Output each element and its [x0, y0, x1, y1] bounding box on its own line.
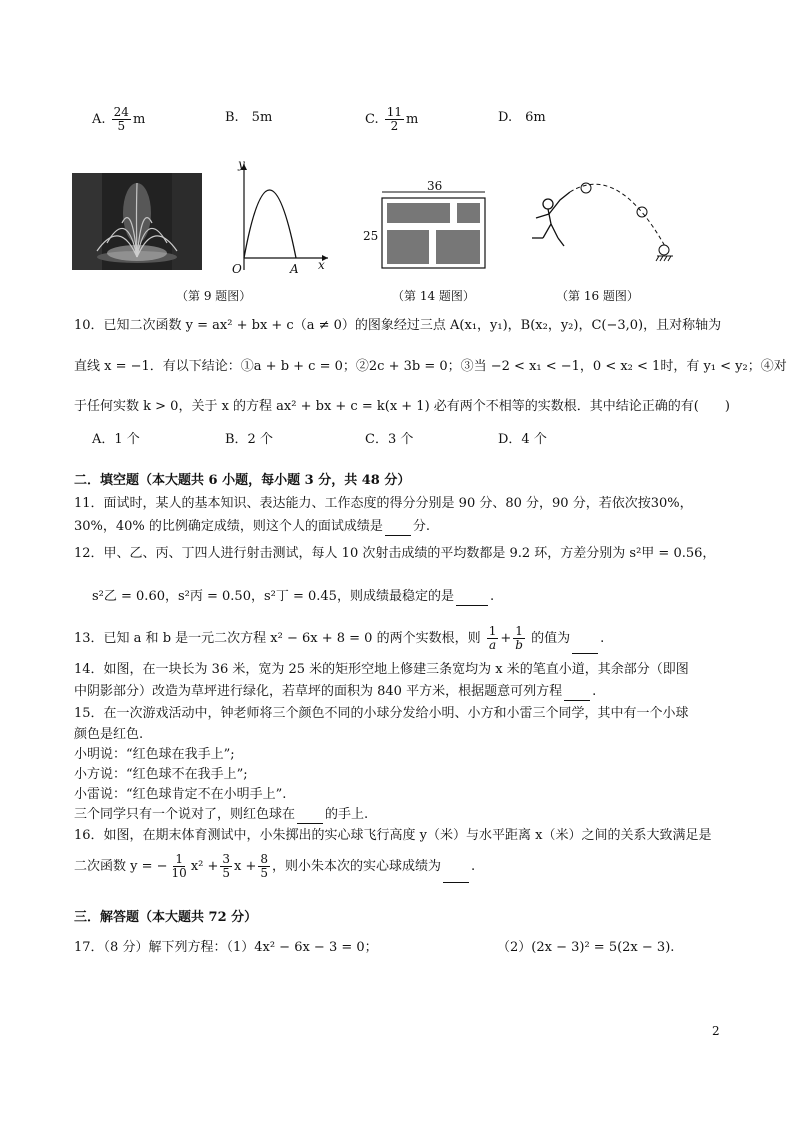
q10-option-c: C．3 个	[365, 432, 414, 447]
section-2-heading: 二．填空题（本大题共 6 小题，每小题 3 分，共 48 分）	[74, 473, 411, 488]
q15-text-end: 的手上.	[325, 807, 369, 822]
denominator: b	[515, 638, 523, 652]
denominator: 5	[222, 866, 231, 880]
q13-text-end: .	[600, 631, 605, 646]
denominator: 10	[171, 866, 187, 880]
q15-line4: 小方说：“红色球不在我手上”;	[74, 767, 248, 782]
width-label: 36	[427, 179, 443, 193]
denominator: 2	[390, 119, 399, 133]
numerator: 8	[260, 852, 269, 866]
fountain-image	[72, 173, 202, 270]
answer-blank	[443, 869, 469, 883]
caption-fig16: （第 16 题图）	[556, 289, 639, 303]
q14-line1: 14．如图，在一块长为 36 米，宽为 25 米的矩形空地上修建三条宽均为 x 米的笔直小道，其余部分（即图	[74, 662, 689, 677]
fraction	[385, 106, 404, 133]
denominator: 5	[117, 119, 126, 133]
q9-option-b: B. 5m	[225, 110, 273, 125]
numerator: 11	[386, 105, 403, 119]
lawn-block	[457, 203, 480, 223]
shot-put-diagram	[518, 176, 678, 272]
q16-text-post: ，则小朱本次的实心球成绩为	[272, 859, 442, 874]
q9-option-c	[365, 106, 418, 133]
q12-line2	[92, 588, 754, 606]
q9-option-d: D. 6m	[498, 110, 546, 125]
q15-line1: 15．在一次游戏活动中，钟老师将三个颜色不同的小球分发给小明、小方和小雷三个同学，其中有一个小球	[74, 706, 689, 721]
q17-part1: 17．（8 分）解下列方程：（1）4x² − 6x − 3 = 0；	[74, 940, 378, 955]
q11-text-end: 分.	[412, 519, 431, 534]
q10-line2: 直线 x = −1．有以下结论：①a + b + c = 0；②2c + 3b = 0；③当 −2 < x₁ < −1，0 < x₂ < 1时，有 y₁ < y₂；④对	[74, 359, 787, 374]
lawn-diagram	[378, 186, 490, 272]
page-number: 2	[712, 1024, 720, 1038]
numerator: 1	[515, 624, 523, 638]
denominator: a	[488, 638, 497, 652]
parabola-curve	[244, 190, 296, 258]
lawn-block	[436, 230, 480, 264]
ball-icon	[659, 245, 669, 255]
q10-option-b: B．2 个	[225, 432, 273, 447]
q14-text-end: .	[592, 684, 597, 699]
q16-term: x +	[234, 859, 257, 874]
numerator: 1	[488, 624, 497, 638]
q17-part2: （2）(2x − 3)² = 5(2x − 3).	[497, 940, 675, 955]
numerator: 3	[222, 852, 231, 866]
q16-text-end: .	[471, 859, 476, 874]
q13-text-post: 的值为	[531, 631, 571, 646]
height-label: 25	[363, 229, 379, 243]
q16-term: x² +	[190, 859, 219, 874]
q15-line6	[74, 806, 754, 824]
fraction	[112, 106, 131, 133]
q10-option-d: D．4 个	[498, 432, 547, 447]
q14-text: 中阴影部分）改造为草坪进行绿化，若草坪的面积为 840 平方米，根据题意可列方程	[74, 684, 563, 699]
fountain-photo	[72, 173, 202, 270]
answer-blank	[564, 687, 590, 701]
answer-blank	[385, 522, 411, 536]
q13-line	[74, 624, 754, 654]
lawn-block	[387, 230, 429, 264]
plus-sign: +	[500, 631, 512, 646]
denominator: 5	[260, 866, 269, 880]
fraction	[487, 625, 499, 652]
point-a-label: A	[290, 262, 299, 276]
q14-line2	[74, 683, 754, 701]
section-3-heading: 三．解答题（本大题共 72 分）	[74, 910, 258, 925]
numerator: 1	[175, 852, 183, 866]
q12-text-end: .	[489, 589, 495, 604]
q13-text: 13．已知 a 和 b 是一元二次方程 x² − 6x + 8 = 0 的两个实数根，则	[74, 631, 481, 646]
answer-blank	[297, 810, 323, 824]
fraction	[170, 853, 189, 880]
unit: m	[406, 112, 419, 127]
q12-text: s²乙 = 0.60，s²丙 = 0.50，s²丁 = 0.45，则成绩最稳定的是	[92, 589, 454, 604]
ground-hatch	[656, 256, 673, 261]
trajectory-curve	[570, 184, 666, 248]
q10-line3: 于任何实数 k > 0，关于 x 的方程 ax² + bx + c = k(x + 1) 必有两个不相等的实数根．其中结论正确的有( )	[74, 399, 730, 414]
answer-blank	[456, 592, 488, 606]
q15-line5: 小雷说：“红色球肯定不在小明手上”.	[74, 787, 287, 802]
origin-label: O	[232, 262, 242, 276]
option-label: A.	[92, 112, 106, 127]
fraction	[513, 625, 525, 652]
numerator: 24	[113, 105, 129, 119]
q12-line1: 12．甲、乙、丙、丁四人进行射击测试，每人 10 次射击成绩的平均数都是 9.2 环，方差分别为 s²甲 = 0.56，	[74, 546, 716, 561]
q9-option-a	[92, 106, 145, 133]
axis-label-y: y	[238, 157, 245, 171]
q11-line2	[74, 518, 754, 536]
athlete-icon	[532, 192, 570, 246]
q16-text: 二次函数 y = −	[74, 859, 168, 874]
answer-blank	[572, 640, 598, 654]
q16-line1: 16．如图，在期末体育测试中，小朱掷出的实心球飞行高度 y（米）与水平距离 x（米）之间的关系大致满足是	[74, 828, 712, 843]
q11-text: 30%，40% 的比例确定成绩，则这个人的面试成绩是	[74, 519, 383, 534]
q15-line3: 小明说：“红色球在我手上”;	[74, 747, 235, 762]
option-label: C.	[365, 112, 379, 127]
axis-label-x: x	[318, 258, 325, 272]
q11-line1: 11．面试时，某人的基本知识、表达能力、工作态度的得分分别是 90 分、80 分，90 分，若依次按30%，	[74, 496, 693, 511]
q15-text: 三个同学只有一个说对了，则红色球在	[74, 807, 296, 822]
caption-fig9: （第 9 题图）	[176, 289, 252, 303]
caption-fig14: （第 14 题图）	[392, 289, 475, 303]
q16-line2	[74, 851, 754, 883]
unit: m	[132, 112, 146, 127]
ball-icon	[581, 183, 591, 193]
lawn-block	[387, 203, 450, 223]
q15-line2: 颜色是红色.	[74, 727, 144, 742]
q10-option-a: A．1 个	[92, 432, 140, 447]
fraction	[258, 853, 270, 880]
fraction	[220, 853, 232, 880]
q10-line1: 10．已知二次函数 y = ax² + bx + c（a ≠ 0）的图象经过三点 A(x₁，y₁)，B(x₂，y₂)，C(−3,0)，且对称轴为	[74, 318, 722, 333]
